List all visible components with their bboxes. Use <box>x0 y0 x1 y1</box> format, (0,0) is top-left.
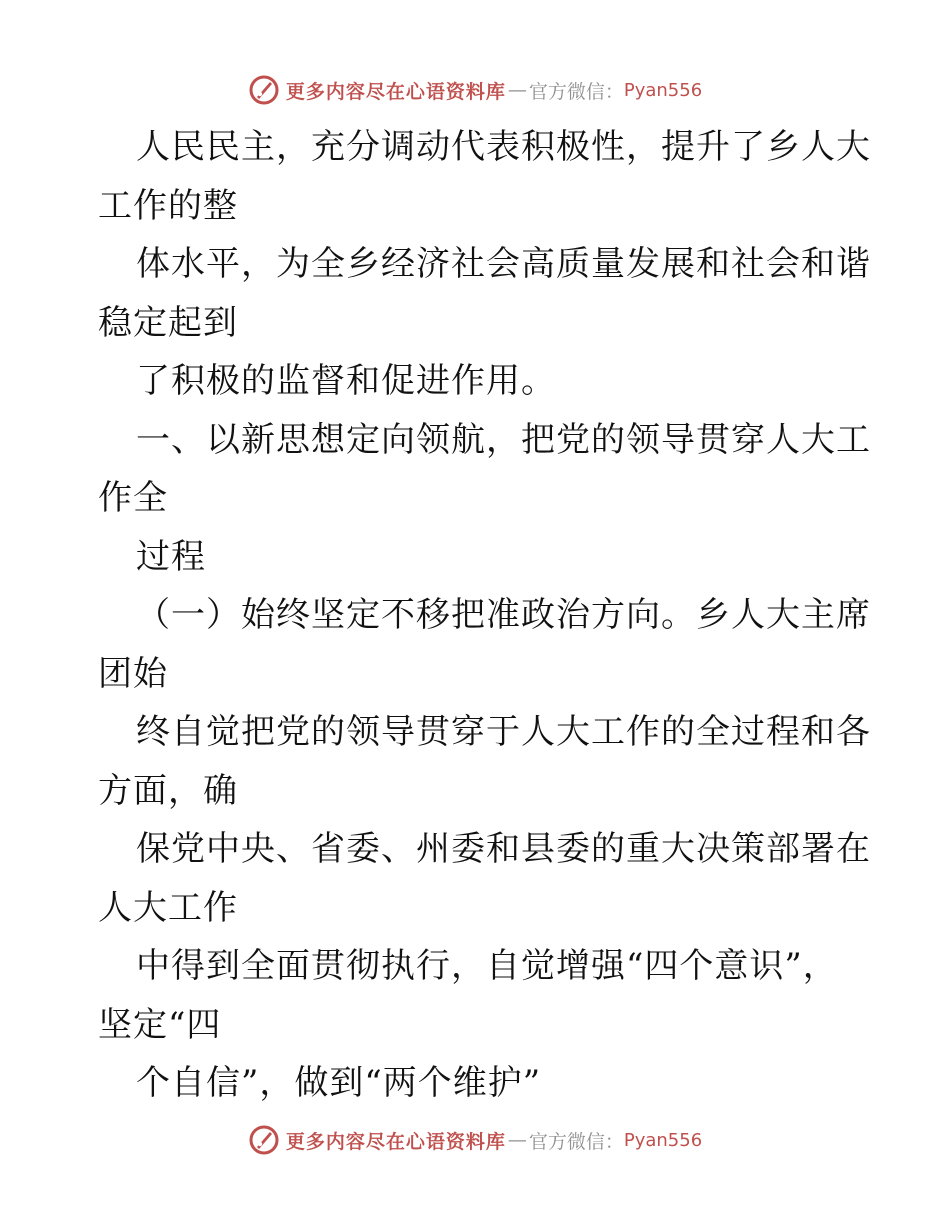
text-line: 工作的整 <box>98 185 238 226</box>
text-line: 了积极的监督和促进作用。 <box>136 361 556 401</box>
watermark-separator: — <box>507 79 527 101</box>
header-watermark <box>0 70 950 110</box>
subsection-heading: （一）始终坚定不移把准政治方向。乡人大主席 <box>136 595 871 635</box>
text-line: 坚定“四 <box>98 1004 222 1045</box>
watermark-wechat-id: Pyan556 <box>623 79 703 101</box>
quill-logo-icon <box>248 1124 280 1156</box>
section-heading: 一、以新思想定向领航，把党的领导贯穿人大工 <box>136 419 871 460</box>
watermark-label: 官方微信： <box>528 80 624 103</box>
watermark-text: 更多内容尽在心语资料库 <box>285 80 506 103</box>
text-line: 体水平，为全乡经济社会高质量发展和社会和谐 <box>136 244 871 284</box>
watermark-label: 官方微信： <box>528 1130 624 1153</box>
text-line: 人大工作 <box>98 887 238 928</box>
footer-watermark <box>0 1120 950 1160</box>
text-line: 作全 <box>98 478 168 518</box>
text-line: 中得到全面贯彻执行，自觉增强“四个意识”， <box>136 946 838 986</box>
text-line: 保党中央、省委、州委和县委的重大决策部署在 <box>136 829 871 869</box>
text-line: 稳定起到 <box>98 302 238 343</box>
text-line: 过程 <box>136 536 206 577</box>
text-line: 团始 <box>98 653 168 694</box>
text-line: 人民民主，充分调动代表积极性，提升了乡人大 <box>136 127 871 167</box>
text-line: 方面，确 <box>98 770 238 811</box>
document-body <box>98 118 871 1113</box>
text-line: 终自觉把党的领导贯穿于人大工作的全过程和各 <box>136 712 871 752</box>
text-line: 个自信”，做到“两个维护” <box>136 1063 542 1103</box>
watermark-wechat-id: Pyan556 <box>623 1129 703 1151</box>
watermark-separator: — <box>507 1129 527 1151</box>
watermark-text: 更多内容尽在心语资料库 <box>285 1130 506 1153</box>
quill-logo-icon <box>248 74 280 106</box>
